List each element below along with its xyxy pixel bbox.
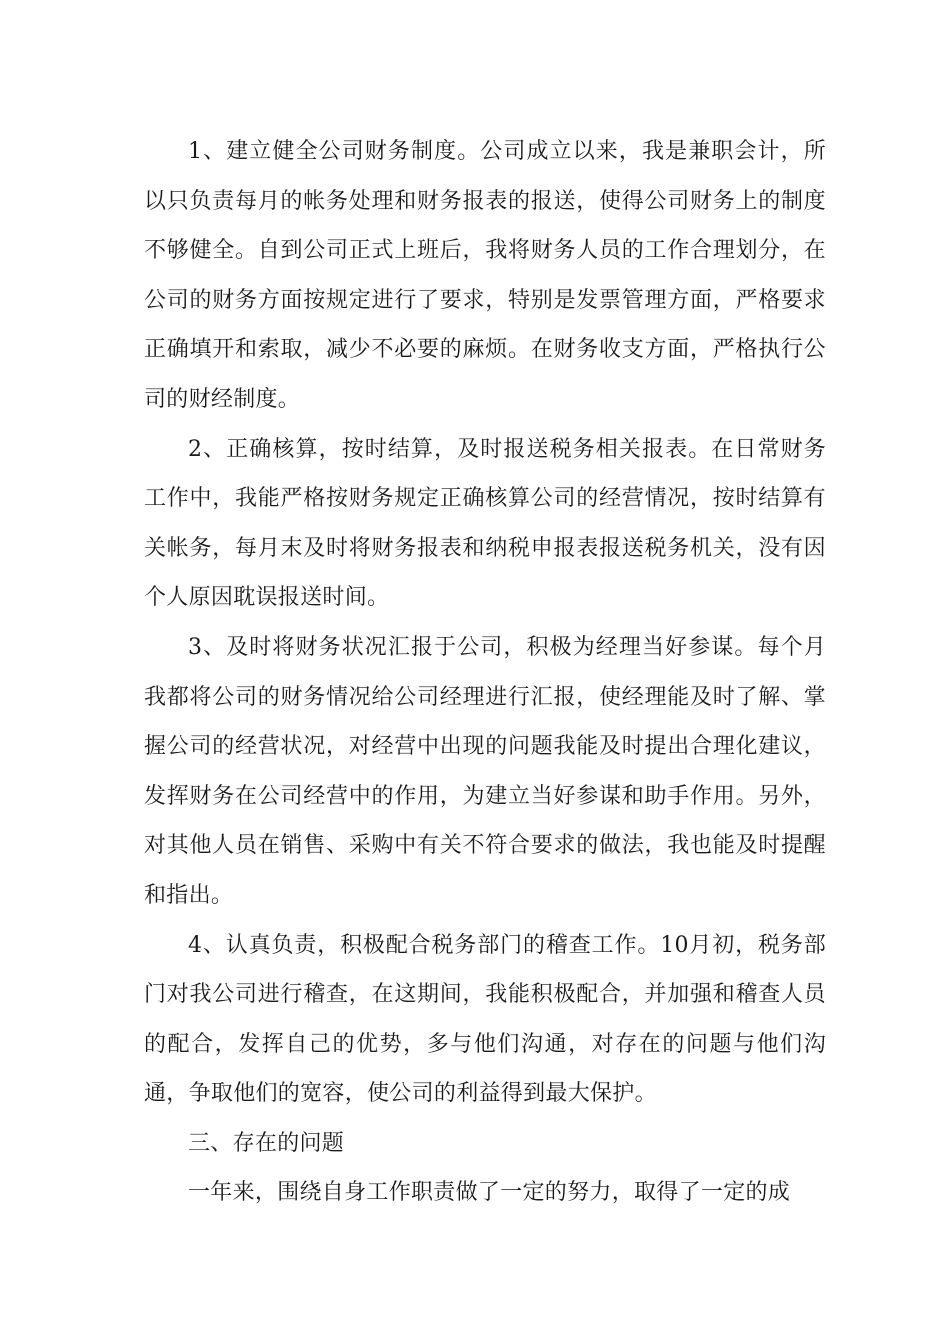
section-heading-problems: 三、存在的问题 — [188, 1130, 345, 1156]
paragraph-financial-reporting: 3、及时将财务状况汇报于公司，积极为经理当好参谋。每个月我都将公司的财务情况给公司经理进行汇报，使经理能及时了解、掌握公司的经营状况，对经营中出现的问题我能及时提出合理化建议，发挥财务在公司经营中的作用，为建立当好参谋和助手作用。另外，对其他人员在销售、采购中有关不符合要求的做法，我也能及时提醒和指出。 — [144, 634, 826, 908]
paragraph-accounting-settlement: 2、正确核算，按时结算，及时报送税务相关报表。在日常财务工作中，我能严格按财务规定正确核算公司的经营情况，按时结算有关帐务，每月末及时将财务报表和纳税申报表报送税务机关，没有因个人原因耽误报送时间。 — [144, 436, 826, 611]
paragraph-summary: 一年来，围绕自身工作职责做了一定的努力，取得了一定的成 — [188, 1180, 791, 1206]
paragraph-financial-system: 1、建立健全公司财务制度。公司成立以来，我是兼职会计，所以只负责每月的帐务处理和财务报表的报送，使得公司财务上的制度不够健全。自到公司正式上班后，我将财务人员的工作合理划分，在公司的财务方面按规定进行了要求，特别是发票管理方面，严格要求正确填开和索取，减少不必要的麻烦。在财务收支方面，严格执行公司的财经制度。 — [144, 139, 826, 412]
document-body — [144, 127, 826, 1218]
paragraph-tax-audit: 4、认真负责，积极配合税务部门的稽查工作。10月初，税务部门对我公司进行稽查，在这期间，我能积极配合，并加强和稽查人员的配合，发挥自己的优势，多与他们沟通，对存在的问题与他们沟通，争取他们的宽容，使公司的利益得到最大保护。 — [144, 932, 826, 1107]
